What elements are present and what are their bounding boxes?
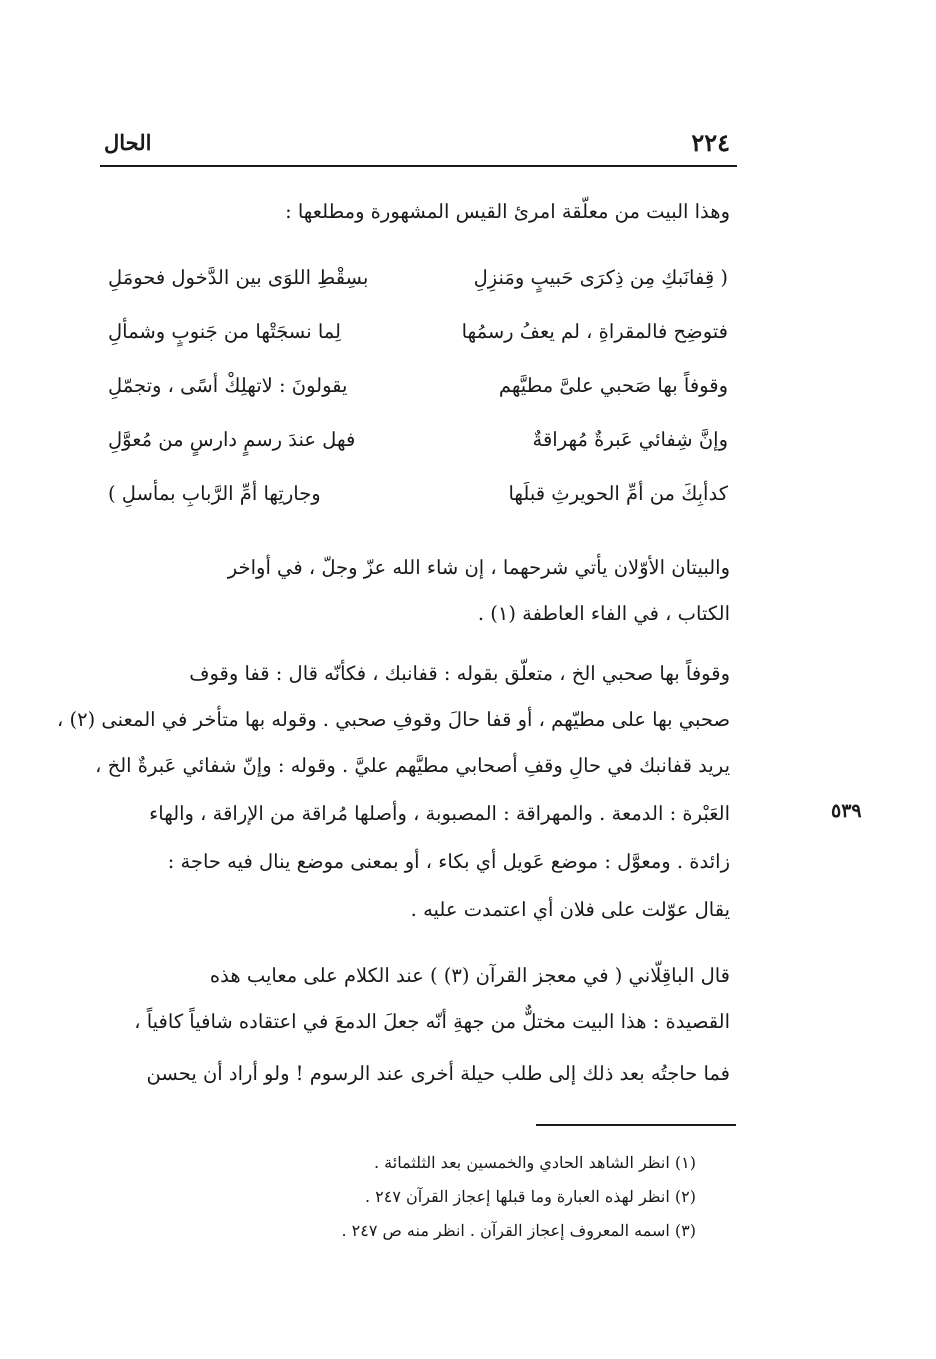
text-line: القصيدة : هذا البيت مختلٌّ من جهةِ أنّه جعلَ الدمعَ في اعتقاده شافياً كافياً ، <box>134 1010 730 1033</box>
verse-second-hemistich: يقولونَ : لاتهلِكْ أسًى ، وتجمّلِ <box>108 374 348 397</box>
verse-second-hemistich: وجارتِها أمِّ الرَّبابِ بمأسلِ ) <box>108 482 321 505</box>
text-line: زائدة . ومعوَّل : موضع عَويل أي بكاء ، أو بمعنى موضع ينال فيه حاجة : <box>167 850 730 873</box>
verse-line <box>108 374 728 404</box>
footnote-rule <box>536 1124 736 1126</box>
intro-line: وهذا البيت من معلّقة امرئ القيس المشهورة ومطلعها : <box>285 200 730 223</box>
verse-first-hemistich: كدأبِكَ من أمِّ الحويرثِ قبلَها <box>508 482 728 505</box>
running-title: الحال <box>104 130 152 155</box>
verse-line <box>108 266 728 296</box>
text-line: يقال عوّلت على فلان أي اعتمدت عليه . <box>410 898 730 921</box>
verse-line <box>108 482 728 512</box>
footnote: (١) انظر الشاهد الحادي والخمسين بعد الثلثمائة . <box>373 1153 696 1172</box>
verse-line <box>108 320 728 350</box>
verse-second-hemistich: لِما نسجَتْها من جَنوبٍ وشمألِ <box>108 320 341 343</box>
verse-second-hemistich: بسِقْطِ اللوَى بين الدَّخول فحومَلِ <box>108 266 369 289</box>
verse-first-hemistich: ( قِفانَبكِ مِن ذِكرَى حَبيبٍ ومَنزِلِ <box>473 266 728 289</box>
verse-first-hemistich: وقوفاً بها صَحبي علىَّ مطيَّهم <box>498 374 728 397</box>
verse-first-hemistich: فتوضِح فالمقراةِ ، لم يعفُ رسمُها <box>461 320 728 343</box>
footnote: (٢) انظر لهذه العبارة وما قبلها إعجاز القرآن ٢٤٧ . <box>364 1187 696 1206</box>
verse-second-hemistich: فهل عندَ رسمٍ دارسٍ من مُعوَّلِ <box>108 428 356 451</box>
header-rule <box>100 165 737 167</box>
text-line: فما حاجتُه بعد ذلك إلى طلب حيلة أخرى عند الرسوم ! ولو أراد أن يحسن <box>146 1062 730 1085</box>
margin-number: ٥٣٩ <box>831 800 862 822</box>
page-number: ٢٢٤ <box>691 128 730 157</box>
header-bar <box>100 128 736 162</box>
text-line: العَبْرة : الدمعة . والمهراقة : المصبوبة ، وأصلها مُراقة من الإراقة ، والهاء <box>149 802 730 825</box>
text-line: وقوفاً بها صحبي الخ ، متعلّق بقوله : قفانبك ، فكأنّه قال : قفا وقوف <box>189 662 730 685</box>
text-line: والبيتان الأوّلان يأتي شرحهما ، إن شاء الله عزّ وجلّ ، في أواخر <box>227 556 730 579</box>
verse-line <box>108 428 728 458</box>
footnote: (٣) اسمه المعروف إعجاز القرآن . انظر منه ص ٢٤٧ . <box>341 1221 696 1240</box>
text-line: قال الباقِلّاني ( في معجز القرآن (٣) ) عند الكلام على معايب هذه <box>209 964 730 987</box>
verse-first-hemistich: وإنَّ شِفائي عَبرةٌ مُهراقةٌ <box>532 428 728 451</box>
text-line: صحبي بها على مطيّهم ، أو قفا حالَ وقوفِ صحبي . وقوله بها متأخر في المعنى (٢) ، <box>57 708 730 731</box>
text-line: الكتاب ، في الفاء العاطفة (١) . <box>477 602 730 625</box>
text-line: يريد قفانبك في حالِ وقفِ أصحابي مطيَّهم عليَّ . وقوله : وإنّ شفائي عَبرةٌ الخ ، <box>95 754 730 777</box>
